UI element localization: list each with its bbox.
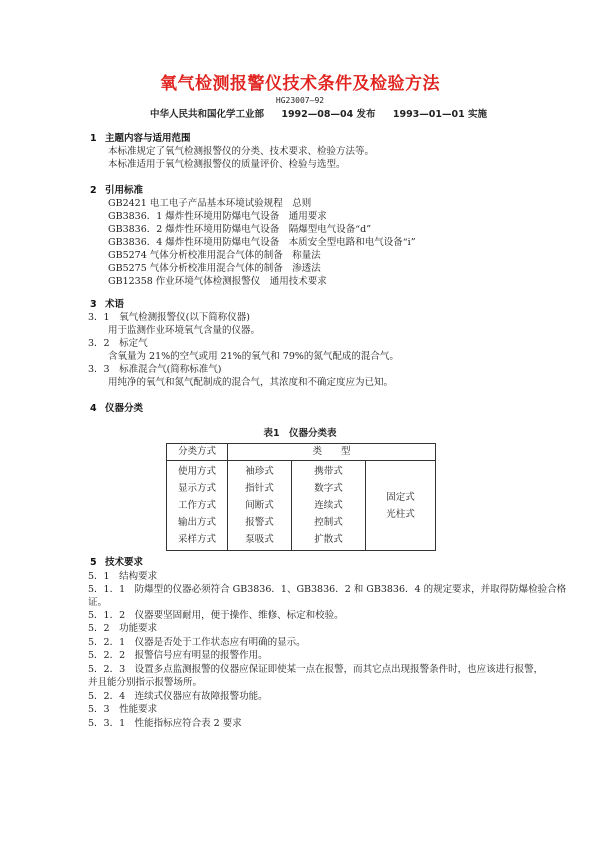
table-cell: 输出方式 [177, 517, 216, 528]
section-number: 4 [90, 403, 97, 414]
section-heading: 引用标准 [105, 185, 144, 196]
reference-item: GB5274 气体分析校准用混合气体的制备 称量法 [108, 250, 321, 261]
issue-date: 1992—08—04 发布 [281, 109, 376, 120]
section-heading: 术语 [105, 299, 125, 310]
table-cell: 泵吸式 [245, 534, 274, 545]
reference-item: GB5275 气体分析校准用混合气体的制备 渗透法 [108, 263, 321, 274]
clause: 并且能分别指示报警场所。 [88, 677, 203, 688]
table-cell: 显示方式 [177, 483, 216, 494]
section-number: 3 [90, 299, 97, 310]
clause: 5．1．2 仪器要坚固耐用，便于操作、维修、标定和校验。 [88, 610, 344, 621]
table-cell: 间断式 [245, 500, 274, 511]
term-heading: 3．3 标准混合气(简称标准气) [88, 364, 222, 375]
clause: 5．1 结构要求 [88, 571, 158, 582]
section-heading: 主题内容与适用范围 [105, 133, 191, 144]
table-column-method [167, 461, 228, 551]
table-cell: 控制式 [314, 517, 343, 528]
clause: 5．1．1 防爆型的仪器必须符合 GB3836．1、GB3836．2 和 GB3836．4 的规定要求，并取得防爆检验合格 [88, 584, 567, 595]
term-definition: 用于监测作业环境氧气含量的仪器。 [108, 325, 261, 336]
table-column-type-a [228, 461, 292, 551]
term-definition: 含氧量为 21%的空气或用 21%的氧气和 79%的氮气配成的混合气。 [108, 351, 399, 362]
clause: 5．2．1 仪器是否处于工作状态应有明确的显示。 [88, 637, 306, 648]
term-heading: 3．1 氧气检测报警仪(以下简称仪器) [88, 312, 251, 323]
paragraph: 本标准规定了氧气检测报警仪的分类、技术要求、检验方法等。 [108, 146, 375, 157]
term-definition: 用纯净的氧气和氮气配制成的混合气，其浓度和不确定度应为已知。 [108, 377, 394, 388]
section-number: 5 [90, 557, 97, 568]
table-column-type-b [292, 461, 366, 551]
term-heading: 3．2 标定气 [88, 338, 148, 349]
issuer-org: 中华人民共和国化学工业部 [150, 109, 265, 120]
reference-item: GB3836．2 爆炸性环境用防爆电气设备 隔爆型电气设备“d” [108, 224, 372, 235]
reference-item: GB2421 电工电子产品基本环境试验规程 总则 [108, 198, 312, 209]
standard-code: HG23007—92 [275, 96, 325, 105]
section-heading: 技术要求 [105, 557, 144, 568]
table-cell: 固定式 [386, 491, 415, 503]
issuer-line [150, 109, 501, 121]
table-cell: 光柱式 [386, 508, 415, 520]
section-heading: 仪器分类 [105, 403, 144, 414]
section-number: 2 [90, 185, 97, 196]
table-column-type-c [366, 461, 436, 551]
clause: 5．2．2 报警信号应有明显的报警作用。 [88, 650, 268, 661]
classification-table [166, 443, 436, 551]
reference-item: GB3836．4 爆炸性环境用防爆电气设备 本质安全型电路和电气设备“i” [108, 237, 416, 248]
table-cell: 携带式 [314, 466, 343, 477]
reference-item: GB3836．1 爆炸性环境用防爆电气设备 通用要求 [108, 211, 327, 222]
paragraph: 本标准适用于氧气检测报警仪的质量评价、检验与选型。 [108, 159, 346, 170]
clause: 5．2．4 连续式仪器应有故障报警功能。 [88, 691, 268, 702]
clause: 5．3．1 性能指标应符合表 2 要求 [88, 718, 242, 729]
effective-date: 1993—01—01 实施 [392, 109, 488, 120]
document-title: 氧气检测报警仪技术条件及检验方法 [160, 74, 440, 94]
table-cell: 报警式 [245, 517, 274, 528]
table-cell: 使用方式 [177, 466, 216, 477]
table-cell: 数字式 [314, 483, 343, 494]
table-header-cell: 分类方式 [167, 444, 228, 461]
table-cell: 工作方式 [177, 500, 216, 511]
clause: 5．2．3 设置多点监测报警的仪器应保证即使某一点在报警，而其它点出现报警条件时，也应该进行报警， [88, 664, 544, 675]
section-number: 1 [90, 133, 97, 144]
clause: 5．2 功能要求 [88, 623, 158, 634]
table-cell: 扩散式 [314, 534, 343, 545]
table-cell: 采样方式 [177, 534, 216, 545]
clause: 证。 [88, 597, 108, 608]
clause: 5．3 性能要求 [88, 704, 158, 715]
table-header-cell: 类 型 [228, 444, 436, 461]
reference-item: GB12358 作业环境气体检测报警仪 通用技术要求 [108, 276, 327, 287]
table-cell: 连续式 [314, 500, 343, 511]
table-cell: 指针式 [245, 483, 274, 494]
table-cell: 袖珍式 [245, 466, 274, 477]
table-caption: 表1 仪器分类表 [263, 428, 337, 439]
